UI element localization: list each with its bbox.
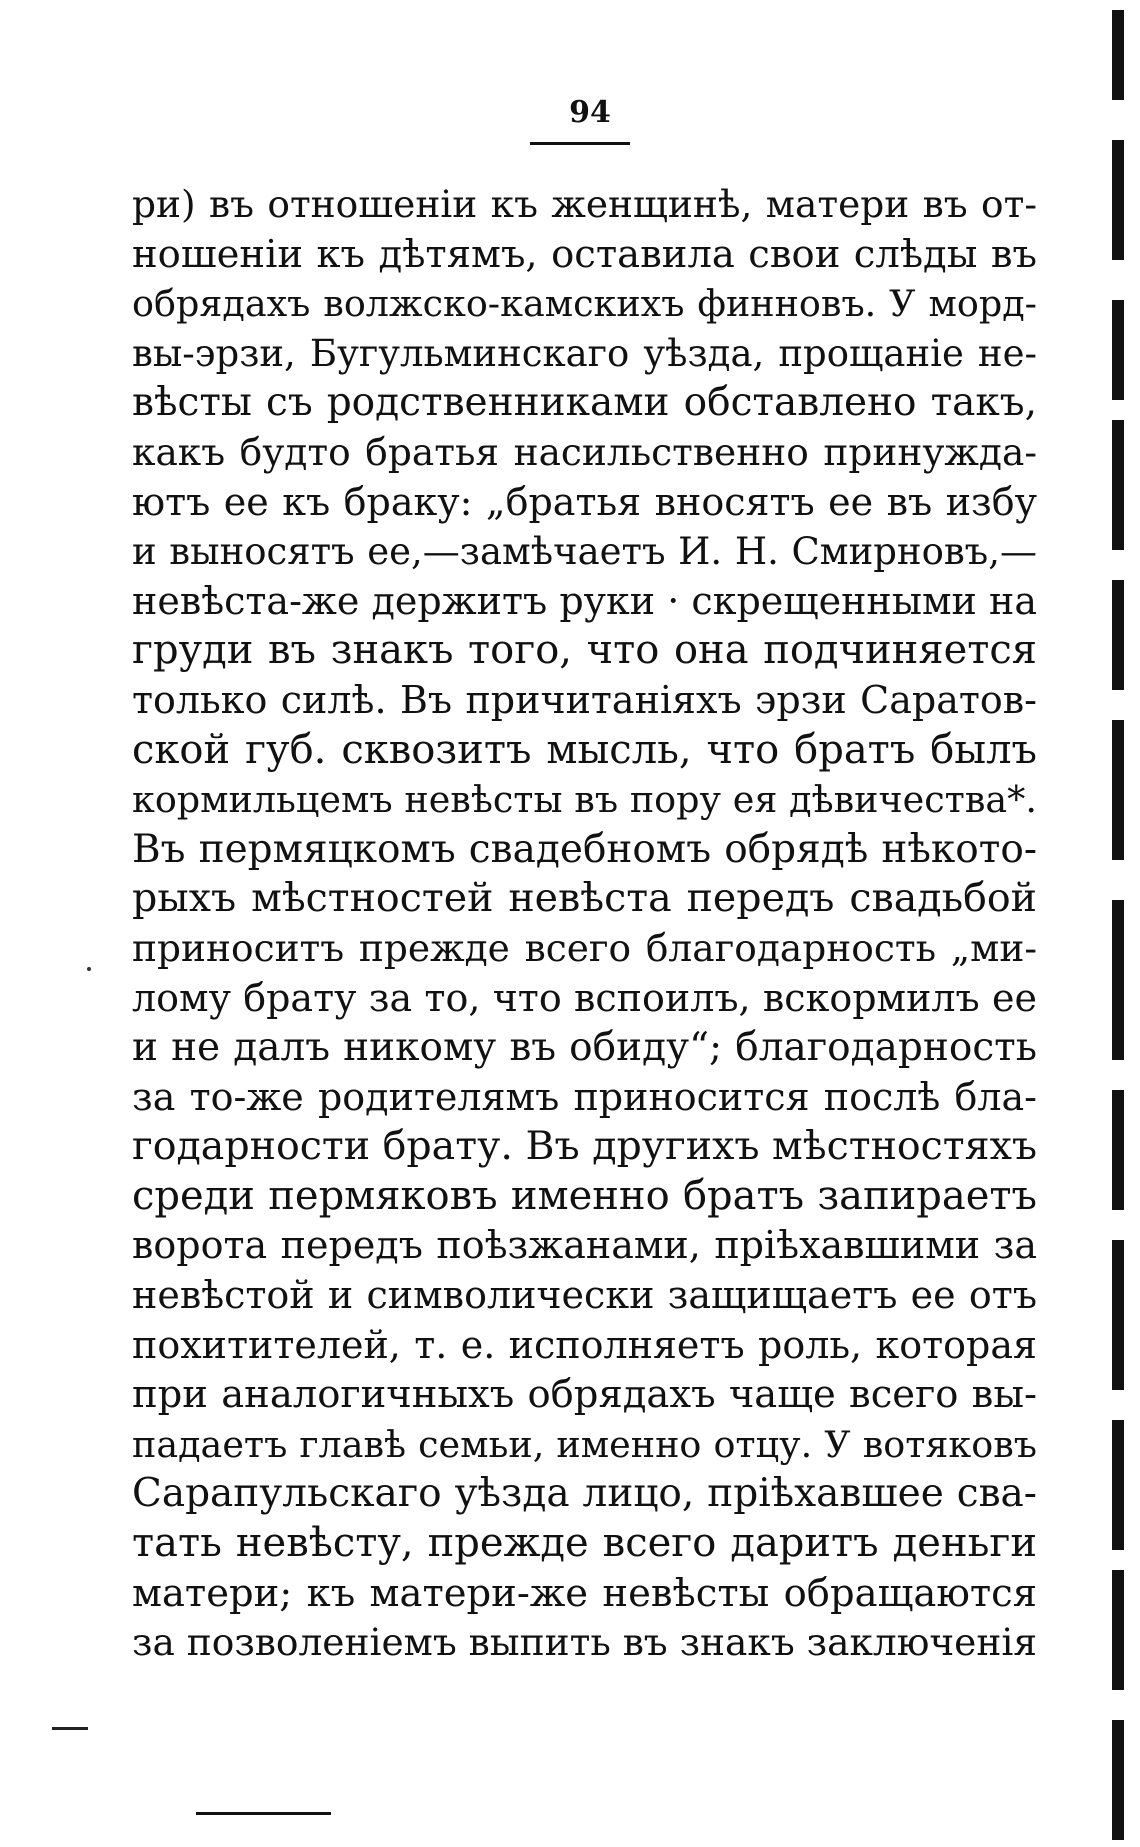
text-line: рыхъ мѣстностей невѣста передъ свадьбой	[132, 875, 1037, 922]
margin-dash	[52, 1727, 88, 1730]
text-line: при аналогичныхъ обрядахъ чаще всего вы-	[132, 1372, 1037, 1418]
text-line: невѣстой и символически защищаетъ ее отъ	[132, 1273, 1037, 1318]
header-rule	[530, 142, 630, 145]
text-line: груди въ знакъ того, что она подчиняется	[132, 627, 1037, 674]
text-line: приноситъ прежде всего благодарность „ми-	[132, 925, 1037, 970]
text-line: среди пермяковъ именно братъ запираетъ	[132, 1172, 1037, 1219]
text-line: вы-эрзи, Бугульминскаго уѣзда, прощанiе не-	[132, 331, 1037, 375]
text-line: невѣста-же держитъ руки · скрещенными на	[132, 578, 1037, 623]
text-line: только силѣ. Въ причитанiяхъ эрзи Саратов-	[132, 677, 1037, 722]
body-text	[132, 180, 1037, 1668]
text-line: похитителей, т. е. исполняетъ роль, которая	[132, 1322, 1037, 1367]
text-line: годарности брату. Въ другихъ мѣстностяхъ	[132, 1123, 1037, 1170]
text-line: Сарапульскаго уѣзда лицо, прiѣхавшее сва-	[132, 1471, 1037, 1517]
text-line: ворота передъ поѣзжанами, прiѣхавшими за	[132, 1223, 1037, 1268]
text-line: ри) въ отношенiи къ женщинѣ, матери въ от-	[132, 182, 1037, 226]
text-line: ской губ. сквозитъ мысль, что братъ былъ	[132, 726, 1037, 773]
page-number: 94	[569, 95, 611, 130]
text-line: падаетъ главѣ семьи, именно отцу. У вотяковъ	[132, 1422, 1037, 1466]
text-line: лому брату за то, что вспоилъ, вскормилъ ее	[132, 975, 1037, 1020]
text-line: за позволенiемъ выпить въ знакъ заключенiя	[132, 1620, 1037, 1665]
footer-rule	[196, 1812, 331, 1815]
text-line: и выносятъ ее,—замѣчаетъ И. Н. Смирновъ,—	[132, 530, 1037, 574]
text-line: и не далъ никому въ обиду“; благодарность	[132, 1025, 1037, 1071]
text-line: тать невѣсту, прежде всего даритъ деньги	[132, 1520, 1037, 1567]
text-line: вѣсты съ родственниками обставлено такъ,	[132, 380, 1037, 426]
text-line: Въ пермяцкомъ свадебномъ обрядѣ нѣкото-	[132, 826, 1037, 872]
text-line: матери; къ матери-же невѣсты обращаются	[132, 1570, 1037, 1616]
text-line: какъ будто братья насильственно принуждa-	[132, 429, 1037, 474]
text-line: ношенiи къ дѣтямъ, оставила свои слѣды въ	[132, 231, 1037, 277]
text-line: ютъ ее къ браку: „братья вносятъ ее въ избу	[132, 479, 1037, 524]
text-line: кормильцемъ невѣсты въ пору ея дѣвичества*.	[132, 778, 1037, 822]
text-line: за то-же родителямъ приносится послѣ бла-	[132, 1074, 1037, 1119]
text-line: обрядахъ волжско-камскихъ финновъ. У морд-	[132, 282, 1037, 326]
scan-edge-shadow	[1112, 0, 1126, 1847]
margin-dot	[87, 967, 91, 971]
